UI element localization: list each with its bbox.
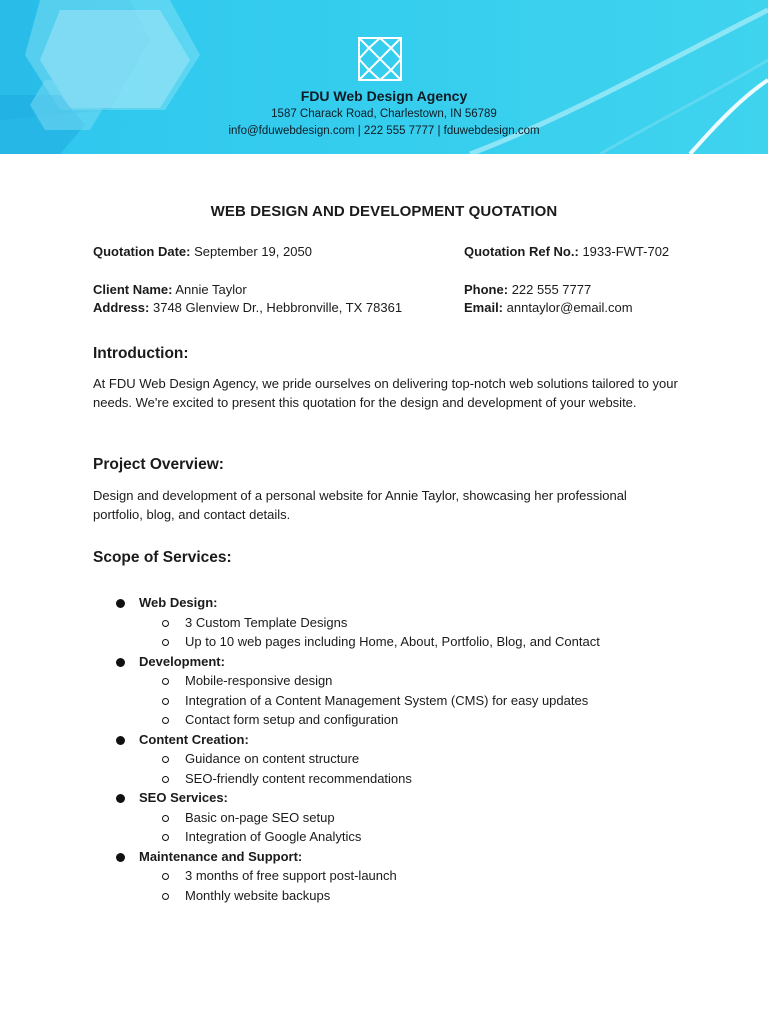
service-item-label: Integration of Google Analytics: [185, 829, 362, 844]
circle-bullet-icon: [162, 834, 169, 841]
agency-logo: [357, 36, 403, 82]
circle-bullet-icon: [162, 620, 169, 627]
circle-bullet-icon: [162, 698, 169, 705]
service-item-label: Basic on-page SEO setup: [185, 809, 335, 825]
address-label: Address:: [93, 300, 150, 315]
service-category: [93, 789, 693, 809]
introduction-heading: Introduction:: [93, 345, 189, 362]
quotation-ref-value: 1933-FWT-702: [582, 244, 670, 259]
service-item-label: Monthly website backups: [185, 887, 331, 903]
introduction-body: At FDU Web Design Agency, we pride ourselves on delivering top-notch web solutions tailored to your needs. We're excited to present this quotation for the design and development of your website.: [93, 376, 678, 410]
phone-field: [464, 282, 591, 297]
service-item: [93, 770, 693, 790]
service-item-label: SEO-friendly content recommendations: [185, 770, 412, 786]
circle-bullet-icon: [162, 717, 169, 724]
quotation-ref-field: [464, 244, 669, 259]
client-name-label: Client Name:: [93, 282, 173, 297]
phone-label: Phone:: [464, 282, 509, 297]
service-item-label: Mobile-responsive design: [185, 673, 333, 688]
circle-bullet-icon: [162, 815, 169, 822]
service-category-label: Maintenance and Support:: [139, 848, 303, 864]
circle-bullet-icon: [162, 756, 169, 763]
service-item-label: Contact form setup and configuration: [185, 712, 399, 727]
service-item-label: Guidance on content structure: [185, 751, 360, 766]
service-item-label: Up to 10 web pages including Home, About, Portfolio, Blog, and Contact: [185, 634, 600, 649]
service-item: [93, 750, 693, 770]
service-category: [93, 848, 693, 868]
service-item: [93, 692, 693, 712]
quotation-date-field: [93, 244, 312, 259]
circle-bullet-icon: [162, 639, 169, 646]
service-item: [93, 887, 693, 907]
bullet-icon: [116, 794, 125, 803]
agency-name: FDU Web Design Agency: [300, 88, 468, 104]
quotation-date-label: Quotation Date:: [93, 244, 191, 259]
letterhead-banner: [0, 0, 768, 154]
service-item: [93, 614, 693, 634]
email-label: Email:: [464, 300, 504, 315]
circle-bullet-icon: [162, 776, 169, 783]
circle-bullet-icon: [162, 678, 169, 685]
service-category-label: Web Design:: [139, 595, 218, 610]
email-value: anntaylor@email.com: [506, 300, 633, 315]
service-item-label: 3 months of free support post-launch: [185, 868, 397, 883]
address-value: 3748 Glenview Dr., Hebbronville, TX 78361: [152, 300, 403, 315]
service-item: [93, 828, 693, 848]
address-field: [93, 300, 402, 315]
bullet-icon: [116, 599, 125, 608]
project-overview-heading: Project Overview:: [93, 456, 224, 473]
scope-services-list: [93, 594, 693, 906]
service-item-label: Integration of a Content Management System (CMS) for easy updates: [185, 692, 589, 708]
circle-bullet-icon: [162, 893, 169, 900]
service-item: [93, 633, 693, 653]
client-name-field: [93, 282, 247, 297]
service-item: [93, 867, 693, 887]
service-item: [93, 809, 693, 829]
service-category: [93, 594, 693, 614]
phone-value: 222 555 7777: [511, 282, 592, 297]
agency-contact: info@fduwebdesign.com | 222 555 7777 | fduwebdesign.com: [228, 125, 540, 137]
service-category-label: Development:: [139, 653, 225, 669]
service-category-label: Content Creation:: [139, 731, 249, 747]
service-item: [93, 672, 693, 692]
email-field: [464, 300, 633, 315]
quotation-ref-label: Quotation Ref No.:: [464, 244, 579, 259]
service-category-label: SEO Services:: [139, 790, 228, 805]
service-item-label: 3 Custom Template Designs: [185, 614, 348, 630]
client-name-value: Annie Taylor: [175, 282, 247, 297]
document-title: WEB DESIGN AND DEVELOPMENT QUOTATION: [210, 203, 558, 220]
circle-bullet-icon: [162, 873, 169, 880]
quotation-date-value: September 19, 2050: [194, 244, 312, 259]
scope-heading: Scope of Services:: [93, 549, 232, 566]
agency-address: 1587 Charack Road, Charlestown, IN 56789: [271, 108, 497, 120]
bullet-icon: [116, 658, 125, 667]
bullet-icon: [116, 736, 125, 745]
service-item: [93, 711, 693, 731]
project-overview-body: Design and development of a personal website for Annie Taylor, showcasing her professional portfolio, blog, and contact details.: [93, 488, 627, 522]
bullet-icon: [116, 853, 125, 862]
service-category: [93, 731, 693, 751]
service-category: [93, 653, 693, 673]
